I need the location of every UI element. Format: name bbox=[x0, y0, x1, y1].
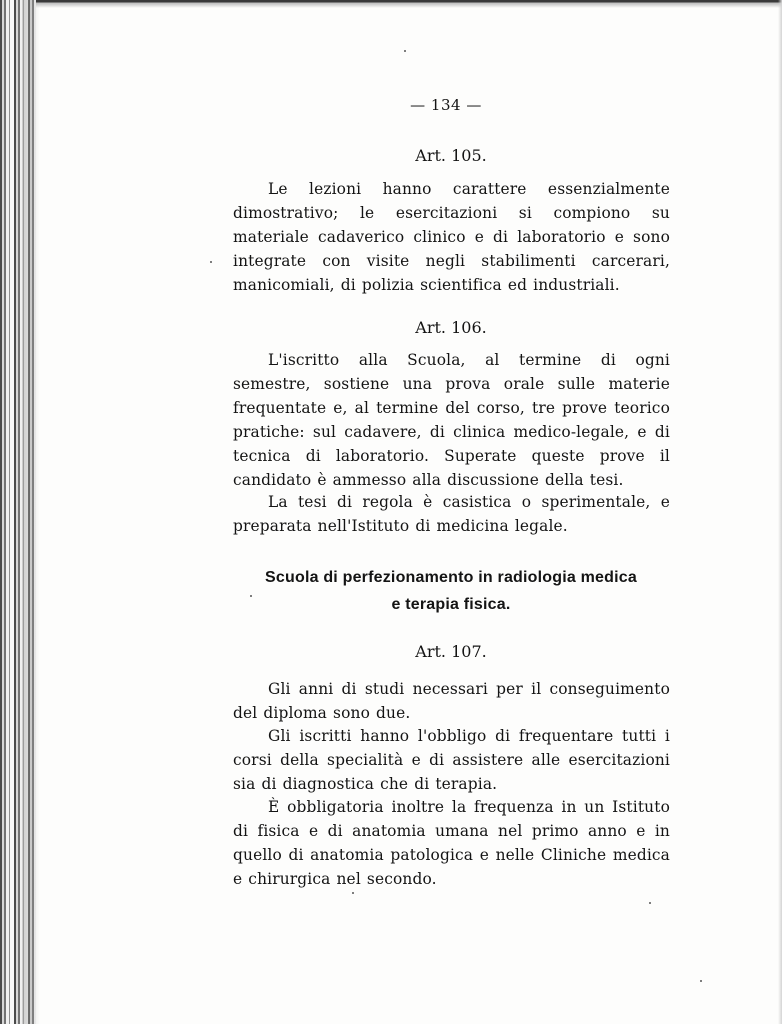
scan-speck bbox=[700, 980, 702, 982]
article-heading-106: Art. 106. bbox=[415, 318, 487, 337]
article-107-paragraph-2: Gli iscritti hanno l'obbligo di frequentare tutti i corsi della specialità e di assistere alle esercitazioni sia di diagnostica che di terapia. bbox=[233, 727, 670, 793]
scan-speck bbox=[352, 892, 354, 894]
article-heading-107: Art. 107. bbox=[415, 642, 487, 661]
section-title-line-1: Scuola di perfezionamento in radiologia medica bbox=[265, 569, 637, 586]
section-title-line-2: e terapia fisica. bbox=[391, 596, 511, 613]
article-107-paragraph-3: È obbligatoria inoltre la frequenza in un Istituto di fisica e di anatomia umana nel primo anno e in quello di anatomia patologica e nelle Cliniche medica e chirurgica nel secondo. bbox=[233, 798, 670, 888]
article-105-paragraph-1: Le lezioni hanno carattere essenzialmente dimostrativo; le esercitazioni si compiono su materiale cadaverico clinico e di laboratorio e sono integrate con visite negli stabilimenti carcerari, manicomiali, di polizia scientifica ed industriali. bbox=[233, 180, 670, 294]
article-107-paragraph-1: Gli anni di studi necessari per il conseguimento del diploma sono due. bbox=[233, 680, 670, 722]
scan-speck bbox=[649, 902, 651, 904]
scan-speck bbox=[404, 50, 406, 52]
page-number: — 134 — bbox=[410, 96, 482, 114]
article-106-paragraph-2: La tesi di regola è casistica o sperimentale, e preparata nell'Istituto di medicina legale. bbox=[233, 493, 670, 535]
article-106-paragraph-1: L'iscritto alla Scuola, al termine di ogni semestre, sostiene una prova orale sulle materie frequentate e, al termine del corso, tre prove teorico pratiche: sul cadavere, di clinica medico-legale, e di tecnica di laboratorio. Superate queste prove il candidato è ammesso alla discussione della tesi. bbox=[233, 351, 670, 489]
scan-speck bbox=[210, 261, 212, 263]
article-heading-105: Art. 105. bbox=[415, 146, 487, 165]
top-scan-edge bbox=[36, 0, 782, 8]
